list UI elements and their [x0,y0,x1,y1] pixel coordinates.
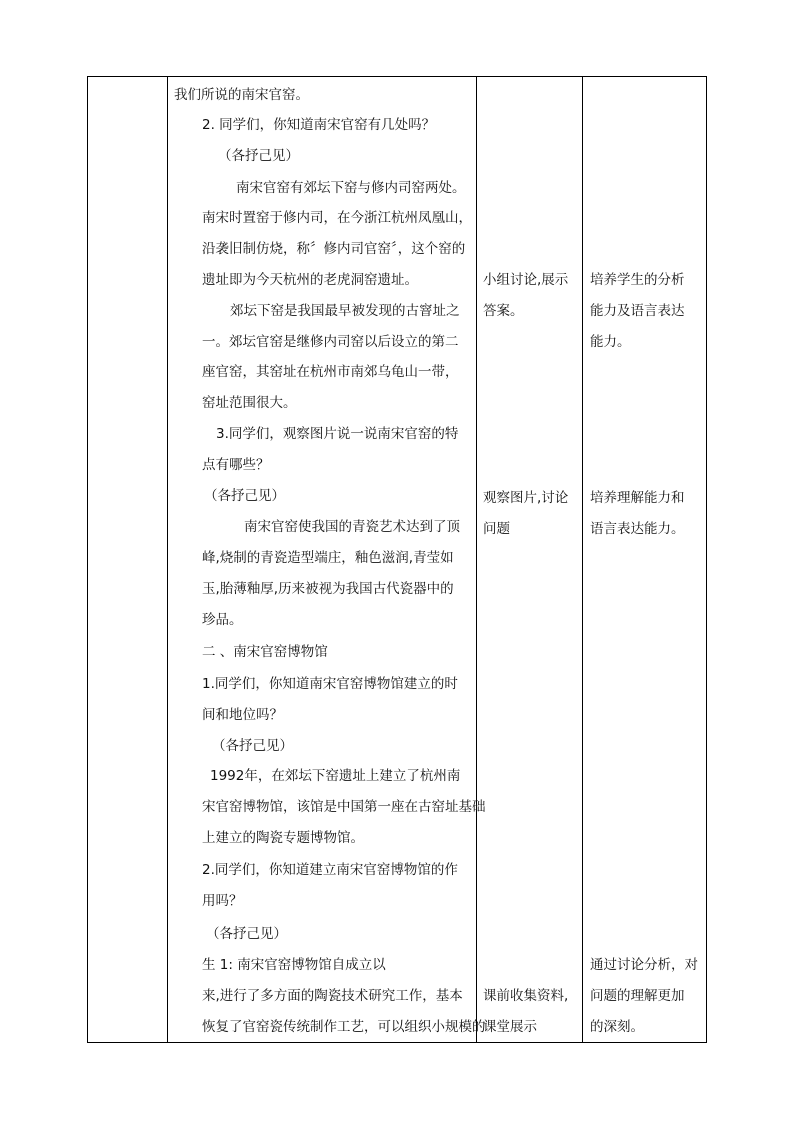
activity-line: 答案。 [483,303,524,319]
column-divider-2 [476,76,477,1043]
content-line: 1.同学们，你知道南宋官窑博物馆建立的时 [202,676,458,692]
column-divider-3 [582,76,583,1043]
intent-line: 能力及语言表达 [590,303,685,319]
activity-line: 小组讨论,展示 [483,272,569,288]
content-line: （各抒己见） [212,738,293,754]
content-line: 珍品。 [202,612,243,628]
intent-line: 能力。 [590,334,631,350]
intent-line: 语言表达能力。 [590,521,685,537]
content-line: （各抒己见） [204,488,285,504]
intent-line: 通过讨论分析，对 [590,957,698,973]
activity-line: 课前收集资料, [483,988,569,1004]
content-line: （各抒己见） [218,148,299,164]
content-line: 沿袭旧制仿烧，称〞修内司官窑〞，这个窑的 [202,241,466,257]
table-top-border [87,76,707,77]
intent-line: 的深刻。 [590,1019,644,1035]
intent-line: 问题的理解更加 [590,988,685,1004]
content-line: 生 1: 南宋官窑博物馆自成立以 [202,957,386,973]
content-line: 2. 同学们，你知道南宋官窑有几处吗？ [202,117,436,133]
activity-line: 观察图片,讨论 [483,490,569,506]
content-line: 恢复了官窑瓷传统制作工艺，可以组织小规模的 [202,1019,486,1035]
section-heading: 二 、南宋官窑博物馆 [202,644,328,660]
content-line: 南宋官窑有郊坛下窑与修内司窑两处。 [236,180,466,196]
intent-line: 培养学生的分析 [590,272,685,288]
content-line: 上建立的陶瓷专题博物馆。 [202,830,364,846]
content-line: 3.同学们，观察图片说一说南宋官窑的特 [216,426,459,442]
content-line: 峰,烧制的青瓷造型端庄，釉色滋润,青莹如 [202,550,454,566]
intent-line: 培养理解能力和 [590,490,685,506]
content-line: 我们所说的南宋官窑。 [174,87,309,103]
activity-line: 问题 [483,521,510,537]
content-line: 宋官窑博物馆，该馆是中国第一座在古窑址基础 [202,799,486,815]
content-line: 玉,胎薄釉厚,历来被视为我国古代瓷器中的 [202,581,454,597]
activity-line: 课堂展示 [483,1019,537,1035]
content-line: （各抒己见） [206,926,287,942]
content-line: 遗址即为今天杭州的老虎洞窑遗址。 [202,272,418,288]
content-line: 1992年，在郊坛下窑遗址上建立了杭州南 [210,768,461,784]
content-line: 一。郊坛官窑是继修内司窑以后设立的第二 [202,334,459,350]
content-line: 南宋时置窑于修内司，在今浙江杭州凤凰山， [202,210,472,226]
content-line: 点有哪些？ [202,457,270,473]
content-line: 间和地位吗？ [202,707,283,723]
content-line: 座官窑，其窑址在杭州市南郊乌龟山一带， [202,364,459,380]
table-bottom-border [87,1042,707,1043]
table-border-left [87,76,88,1043]
content-line: 用吗？ [202,893,243,909]
content-line: 来,进行了多方面的陶瓷技术研究工作，基本 [202,988,463,1004]
content-line: 窑址范围很大。 [202,395,297,411]
content-line: 郊坛下窑是我国最早被发现的古窨址之 [230,303,460,319]
column-divider-1 [167,76,168,1043]
table-border-right [706,76,707,1043]
content-line: 2.同学们，你知道建立南宋官窑博物馆的作 [202,862,458,878]
content-line: 南宋官窑使我国的青瓷艺术达到了顶 [244,519,460,535]
